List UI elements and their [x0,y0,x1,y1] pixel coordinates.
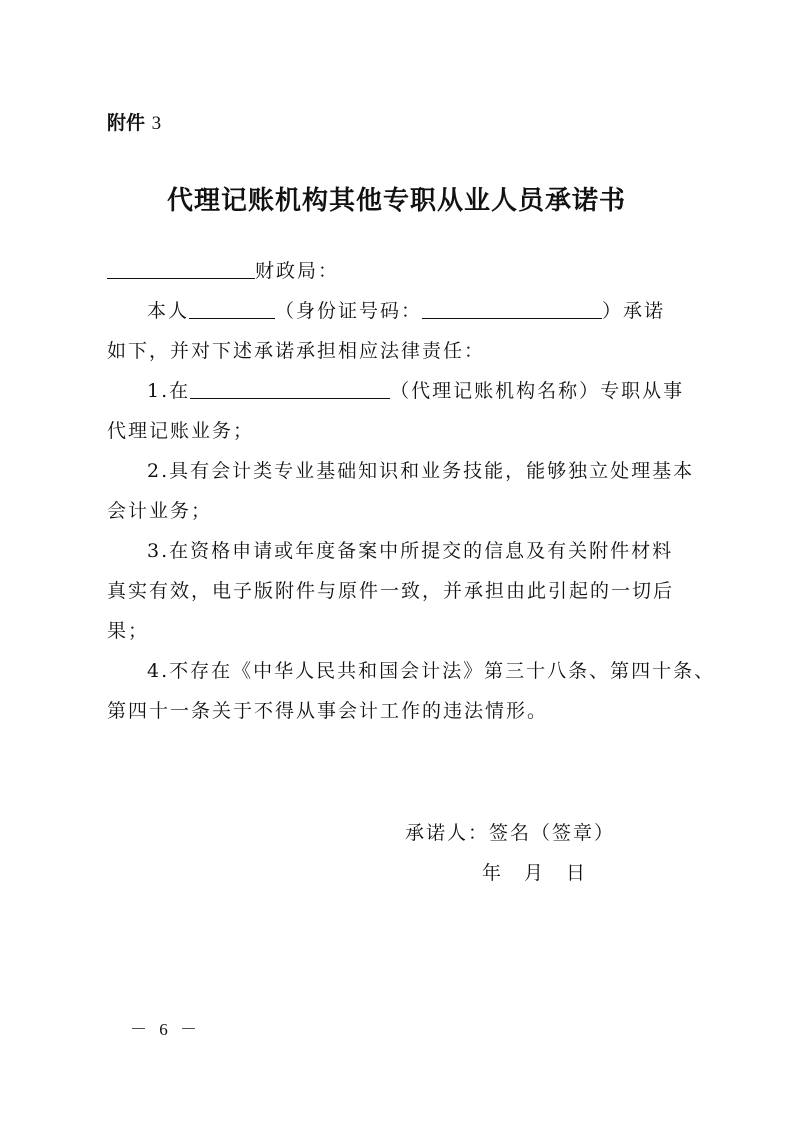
intro-text-c: ）承诺 [602,300,666,322]
id-number-blank[interactable] [422,300,602,319]
bureau-name-blank[interactable] [107,260,255,279]
item-2-line-1: 2.具有会计类专业基础知识和业务技能，能够独立处理基本 [147,460,695,482]
item-3-line-3: 果； [107,620,150,642]
attachment-text: 附件 [107,112,146,134]
item-4-line-1: 4.不存在《中华人民共和国会计法》第三十八条、第四十条、 [147,660,716,682]
item-1-line-2: 代理记账业务； [107,420,255,442]
item-3-line-2: 真实有效，电子版附件与原件一致，并承担由此引起的一切后 [107,580,675,602]
name-blank[interactable] [189,300,275,319]
intro-text-a: 本人 [147,300,190,322]
attachment-number: 3 [151,113,162,134]
agency-name-blank[interactable] [190,380,390,399]
item-1-line-1 [147,378,727,404]
signature-date: 年 月 日 [482,862,588,884]
item-2-line-2: 会计业务； [107,500,213,522]
intro-line-1 [147,298,727,324]
item-3-line-1: 3.在资格申请或年度备案中所提交的信息及有关附件材料 [147,540,674,562]
intro-line-2: 如下，并对下述承诺承担相应法律责任： [107,340,486,362]
document-title: 代理记账机构其他专职从业人员承诺书 [166,186,626,216]
attachment-label [107,108,161,135]
addressee-line [107,258,687,284]
addressee-suffix: 财政局： [255,260,340,282]
intro-text-b: （身份证号码： [275,300,423,322]
item-1-text-b: （代理记账机构名称）专职从事 [390,380,685,402]
item-1-text-a: 1.在 [147,380,191,402]
item-4-line-2: 第四十一条关于不得从事会计工作的违法情形。 [107,700,549,722]
signature-label: 承诺人：签名（签章） [405,822,616,844]
page-number: － 6 － [130,1020,201,1039]
